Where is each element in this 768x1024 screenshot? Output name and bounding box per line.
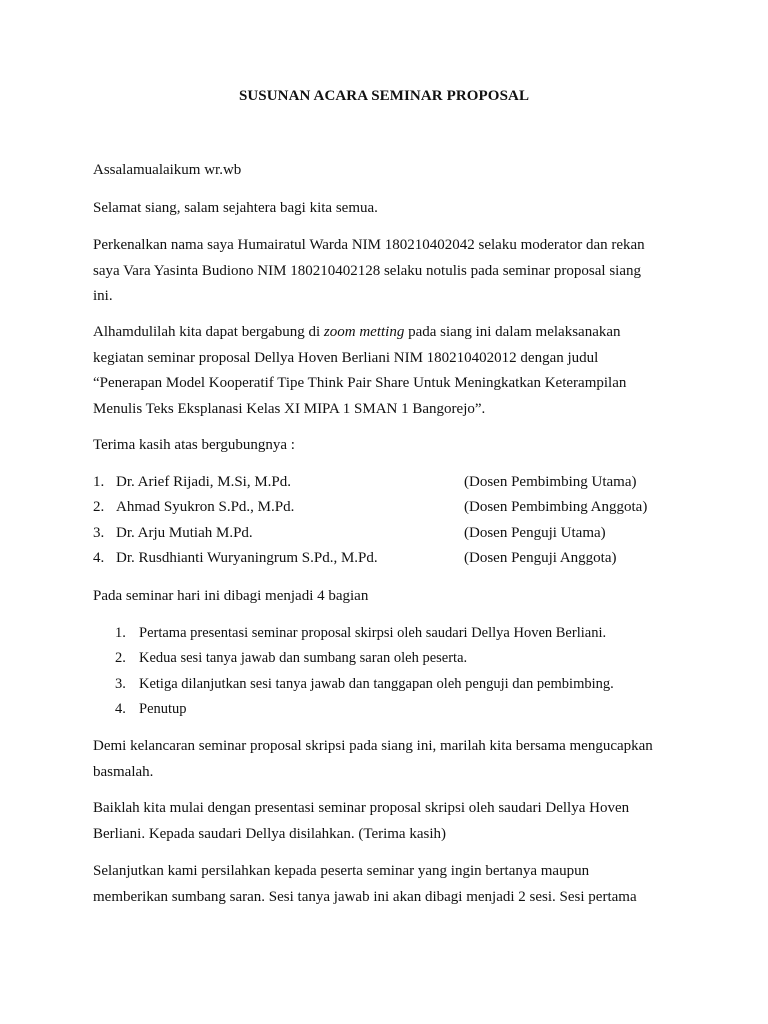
participant-row xyxy=(93,496,683,518)
section-item xyxy=(115,647,675,669)
opening-line-1-start: Alhamdulilah kita dapat bergabung di xyxy=(93,324,324,340)
section-text: Ketiga dilanjutkan sesi tanya jawab dan tanggapan oleh penguji dan pembimbing. xyxy=(139,676,614,692)
start-paragraph xyxy=(93,796,683,847)
participant-number: 1. xyxy=(93,474,105,490)
section-number: 2. xyxy=(115,650,126,666)
participant-role: (Dosen Pembimbing Anggota) xyxy=(464,499,648,515)
intro-paragraph xyxy=(93,233,683,310)
section-item xyxy=(115,622,675,644)
section-text: Penutup xyxy=(139,701,187,717)
intro-line-2: saya Vara Yasinta Budiono NIM 180210402128 selaku notulis pada seminar proposal siang xyxy=(93,262,641,279)
participant-row xyxy=(93,547,683,569)
participant-row xyxy=(93,471,683,493)
opening-line-4: Menulis Teks Eksplanasi Kelas XI MIPA 1 SMAN 1 Bangorejo”. xyxy=(93,400,486,417)
participant-number: 3. xyxy=(93,525,105,541)
section-text: Kedua sesi tanya jawab dan sumbang saran oleh peserta. xyxy=(139,650,468,666)
sections-intro-paragraph xyxy=(93,584,683,610)
opening-line-1-end: pada siang ini dalam melaksanakan xyxy=(404,324,621,340)
opening-line-2: kegiatan seminar proposal Dellya Hoven Berliani NIM 180210402012 dengan judul xyxy=(93,349,599,366)
opening-line-1-italic: zoom metting xyxy=(323,324,405,340)
qa-paragraph xyxy=(93,859,683,910)
greeting-text: Assalamualaikum wr.wb xyxy=(93,162,242,178)
qa-line-1: Selanjutkan kami persilahkan kepada peserta seminar yang ingin bertanya maupun xyxy=(93,863,590,879)
thanks-paragraph xyxy=(93,433,683,459)
thanks-text: Terima kasih atas bergubungnya : xyxy=(93,437,295,453)
participant-name: Dr. Arief Rijadi, M.Si, M.Pd. xyxy=(116,474,292,490)
participant-role: (Dosen Penguji Anggota) xyxy=(464,550,617,566)
participant-row xyxy=(93,522,683,544)
section-number: 3. xyxy=(115,676,126,692)
participant-name: Dr. Rusdhianti Wuryaningrum S.Pd., M.Pd. xyxy=(116,550,378,566)
greeting xyxy=(93,158,683,184)
opening-paragraph xyxy=(93,320,683,422)
participant-role: (Dosen Penguji Utama) xyxy=(464,525,606,541)
intro-line-1: Perkenalkan nama saya Humairatul Warda NIM 180210402042 selaku moderator dan rekan xyxy=(93,237,645,253)
basmalah-paragraph xyxy=(93,734,683,785)
section-item xyxy=(115,673,675,695)
basmalah-line-1: Demi kelancaran seminar proposal skripsi pada siang ini, marilah kita bersama mengucapkan xyxy=(93,738,653,754)
welcome-paragraph xyxy=(93,196,683,222)
section-number: 1. xyxy=(115,625,126,641)
sections-intro-text: Pada seminar hari ini dibagi menjadi 4 bagian xyxy=(93,588,369,604)
intro-line-3: ini. xyxy=(93,288,113,304)
participant-name: Dr. Arju Mutiah M.Pd. xyxy=(116,525,253,541)
qa-line-2: memberikan sumbang saran. Sesi tanya jawab ini akan dibagi menjadi 2 sesi. Sesi pertama xyxy=(93,888,637,905)
start-line-1: Baiklah kita mulai dengan presentasi seminar proposal skripsi oleh saudari Dellya Hoven xyxy=(93,800,630,816)
section-item xyxy=(115,698,675,720)
document-title: SUSUNAN ACARA SEMINAR PROPOSAL xyxy=(238,88,530,104)
start-line-2: Berliani. Kepada saudari Dellya disilahkan. (Terima kasih) xyxy=(93,825,446,842)
basmalah-line-2: basmalah. xyxy=(93,763,154,780)
welcome-text: Selamat siang, salam sejahtera bagi kita semua. xyxy=(93,200,378,216)
section-text: Pertama presentasi seminar proposal skirpsi oleh saudari Dellya Hoven Berliani. xyxy=(139,625,607,641)
opening-line-3: “Penerapan Model Kooperatif Tipe Think Pair Share Untuk Meningkatkan Keterampilan xyxy=(93,375,627,391)
participant-role: (Dosen Pembimbing Utama) xyxy=(464,474,637,490)
section-number: 4. xyxy=(115,701,126,717)
participant-name: Ahmad Syukron S.Pd., M.Pd. xyxy=(116,499,295,515)
participant-number: 2. xyxy=(93,499,105,515)
opening-line-1 xyxy=(93,320,683,346)
participant-number: 4. xyxy=(93,550,105,566)
